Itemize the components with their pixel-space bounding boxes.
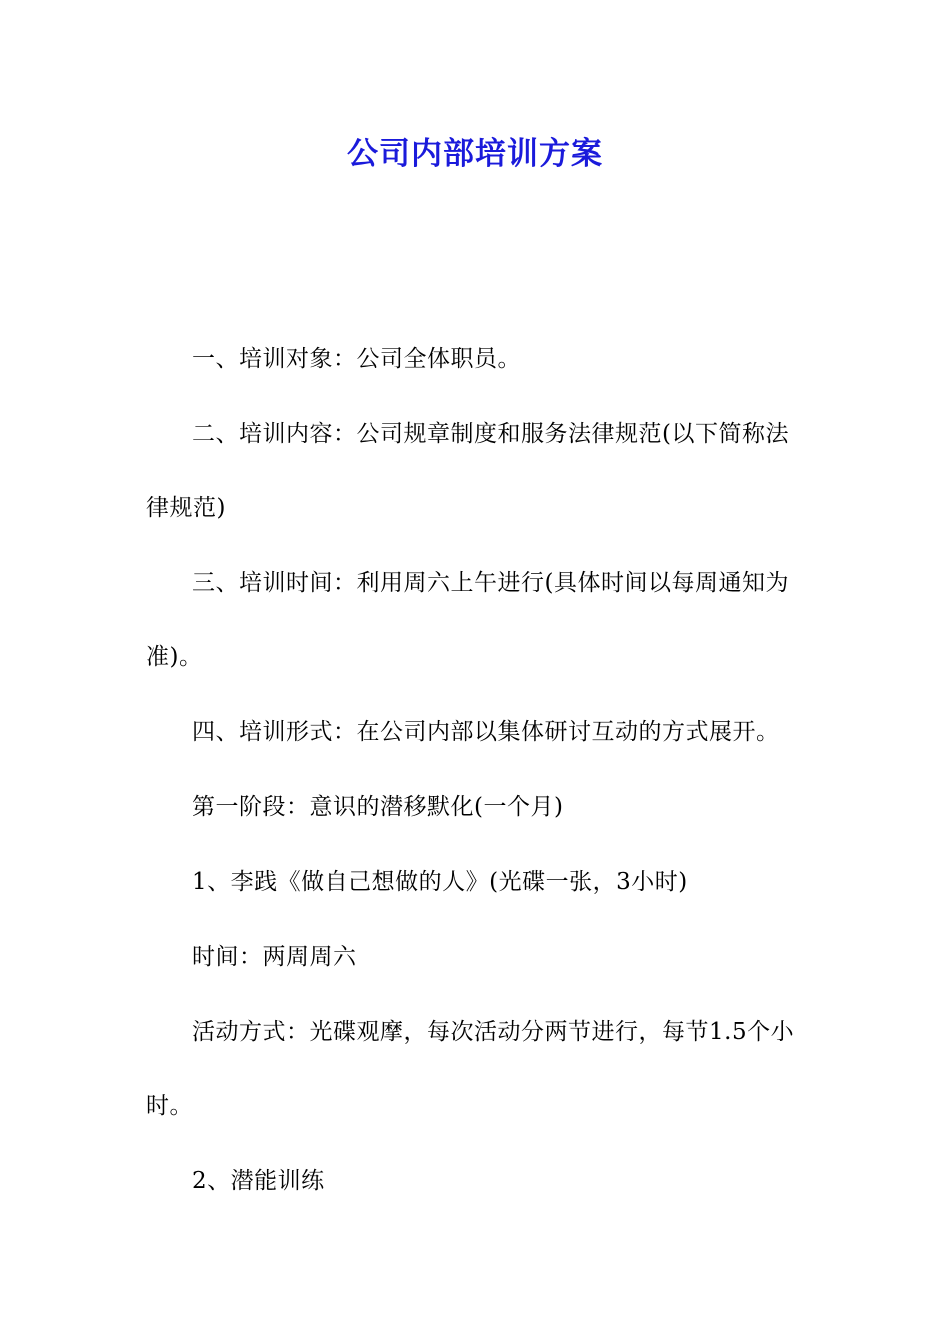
paragraph-activity-method: 活动方式：光碟观摩，每次活动分两节进行，每节1.5个小时。 bbox=[146, 1019, 795, 1119]
paragraph-item-one: 1、李践《做自己想做的人》(光碟一张，3小时) bbox=[192, 869, 688, 895]
paragraph-item-two: 2、潜能训练 bbox=[192, 1168, 325, 1194]
paragraph-training-time: 三、培训时间：利用周六上午进行(具体时间以每周通知为准)。 bbox=[146, 570, 789, 670]
paragraph-training-target: 一、培训对象：公司全体职员。 bbox=[192, 346, 521, 372]
paragraph-stage-one: 第一阶段：意识的潜移默化(一个月) bbox=[192, 794, 564, 820]
document-title: 公司内部培训方案 bbox=[347, 136, 603, 172]
paragraph-time: 时间：两周周六 bbox=[192, 944, 357, 970]
paragraph-training-content: 二、培训内容：公司规章制度和服务法律规范(以下简称法律规范) bbox=[146, 421, 789, 521]
paragraph-training-format: 四、培训形式：在公司内部以集体研讨互动的方式展开。 bbox=[192, 719, 780, 745]
